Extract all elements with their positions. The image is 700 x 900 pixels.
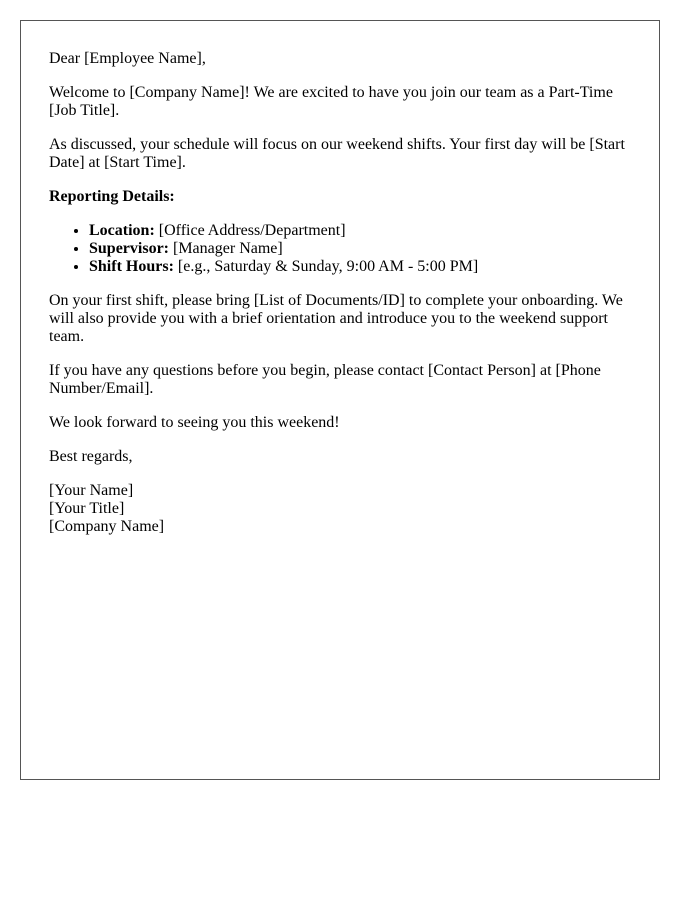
closing-paragraph: We look forward to seeing you this weekend! [49, 414, 340, 431]
greeting: Dear [Employee Name], [49, 50, 206, 67]
detail-supervisor-value: [Manager Name] [169, 240, 283, 257]
detail-supervisor-label: Supervisor: [89, 240, 169, 257]
detail-supervisor [89, 240, 631, 258]
signature-name: [Your Name] [49, 482, 134, 499]
welcome-paragraph: Welcome to [Company Name]! We are excited to have you join our team as a Part-Time [Job Title]. [49, 84, 613, 119]
detail-location-value: [Office Address/Department] [154, 222, 346, 239]
signature-title: [Your Title] [49, 500, 125, 517]
detail-shift-hours-label: Shift Hours: [89, 258, 174, 275]
detail-location [89, 222, 631, 240]
detail-shift-hours-value: [e.g., Saturday & Sunday, 9:00 AM - 5:00 PM] [173, 258, 479, 275]
reporting-details-heading: Reporting Details: [49, 188, 175, 205]
signature-company: [Company Name] [49, 518, 165, 535]
detail-location-label: Location: [89, 222, 155, 239]
detail-shift-hours [89, 258, 631, 276]
questions-paragraph: If you have any questions before you begin, please contact [Contact Person] at [Phone Number/Email]. [49, 362, 601, 397]
first-shift-paragraph: On your first shift, please bring [List of Documents/ID] to complete your onboarding. We will also provide you with a brief orientation and introduce you to the weekend support team. [49, 292, 623, 345]
schedule-paragraph: As discussed, your schedule will focus on our weekend shifts. Your first day will be [Start Date] at [Start Time]. [49, 136, 625, 171]
signature-block [49, 482, 631, 536]
letter-page [20, 20, 660, 780]
sign-off: Best regards, [49, 448, 133, 465]
reporting-details-list [49, 222, 631, 276]
